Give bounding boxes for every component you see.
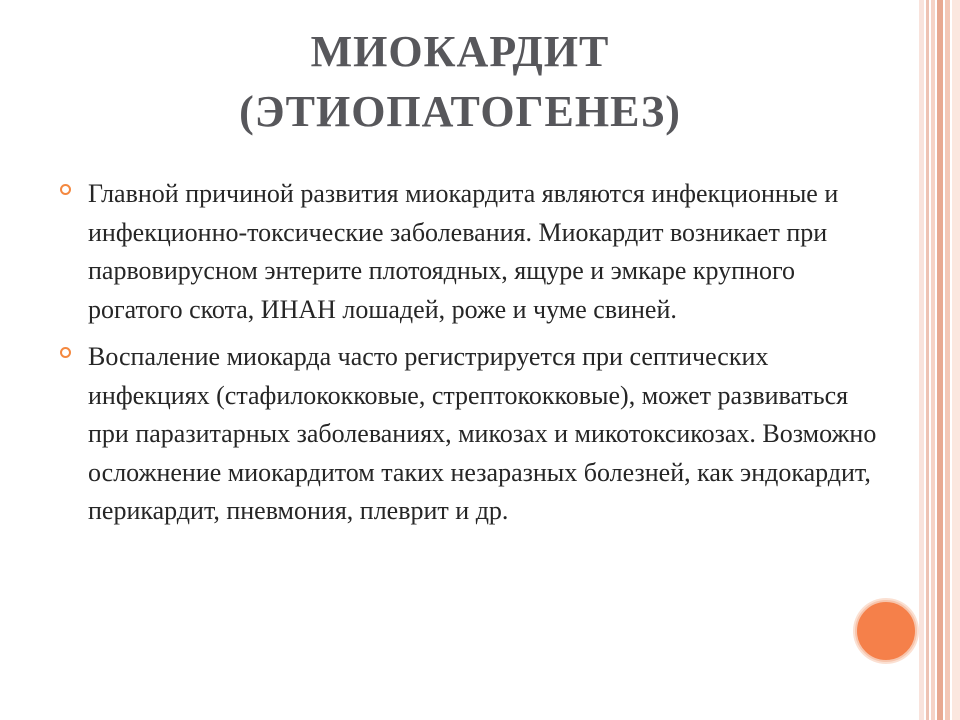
- decorative-stripe: [931, 0, 935, 720]
- circle-bullet-icon: [60, 184, 71, 195]
- decorative-stripe: [945, 0, 950, 720]
- decorative-stripe: [952, 0, 960, 720]
- slide-title-line-1: МИОКАРДИТ: [310, 27, 610, 76]
- slide-title: [140, 22, 780, 142]
- decorative-stripe: [919, 0, 924, 720]
- bullet-item-inflammation: [60, 338, 880, 531]
- decorative-circle-icon: [855, 600, 917, 662]
- circle-bullet-icon: [60, 347, 71, 358]
- bullet-text: Главной причиной развития миокардита являются инфекционные и инфекционно-токсические заболевания. Миокардит возникает при парвовирусном энтерите плотоядных, ящуре и эмкаре крупного рогатого скота, ИНАН лошадей, роже и чуме свиней.: [88, 179, 839, 324]
- decorative-stripe: [937, 0, 943, 720]
- slide-title-line-2: (ЭТИОПАТОГЕНЕЗ): [239, 87, 681, 136]
- decorative-stripe: [926, 0, 929, 720]
- bullet-list: [60, 175, 880, 531]
- bullet-item-etiology: [60, 175, 880, 329]
- bullet-text: Воспаление миокарда часто регистрируется при септических инфекциях (стафилококковые, стрептококковые), может развиваться при паразитарных заболеваниях, микозах и микотоксикозах. Возможно осложнение миокардитом таких незаразных болезней, как эндокардит, перикардит, пневмония, плеврит и др.: [88, 342, 877, 525]
